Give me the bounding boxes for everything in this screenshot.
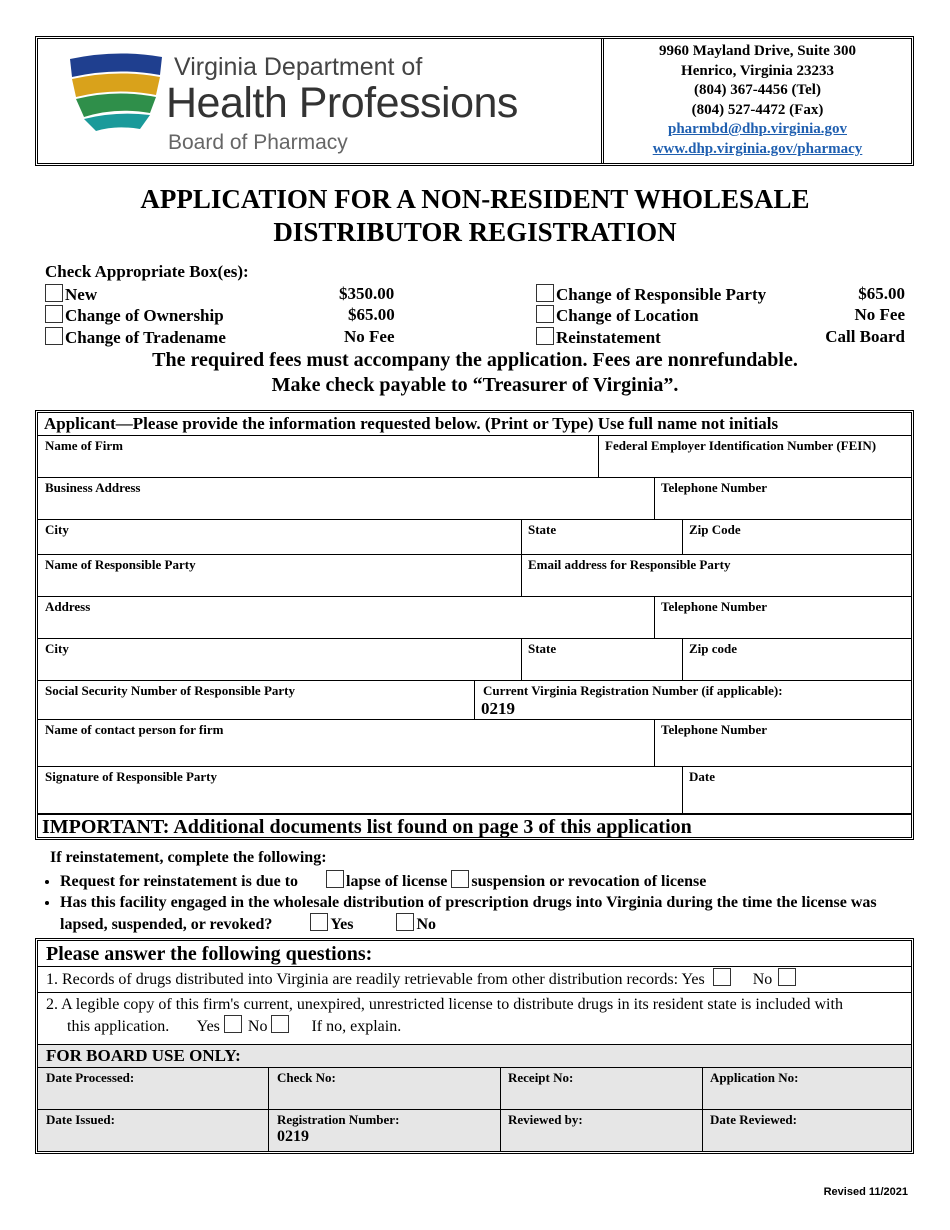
reinstatement-reason: • Request for reinstatement is due to lapse of license suspension or revocation of license [60,870,950,892]
revised-date: Revised 11/2021 [823,1186,908,1198]
checkbox-q1-yes[interactable] [713,968,731,986]
label-zip-1: Zip Code [689,522,741,537]
fee-new: New [45,284,97,305]
reinstatement-list [0,869,950,936]
checkbox-ownership[interactable] [45,305,63,323]
fee-responsible: Change of Responsible Party [536,284,766,305]
fee-location: Change of Location [536,305,699,326]
fee-reinstatement: Reinstatement [536,327,661,348]
question-2: 2. A legible copy of this firm's current, unexpired, unrestricted license to distribute drugs in its resident state is included with this application. Yes No If no, explain. [46,996,843,1035]
label-ssn: Social Security Number of Responsible Party [45,683,295,698]
fee-responsible-amount: $65.00 [858,284,905,303]
logo-line1: Virginia Department of [174,53,423,81]
label-zip-2: Zip code [689,641,738,656]
label-city-2: City [45,641,69,656]
dhp-logo-icon [66,51,166,133]
checkbox-responsible[interactable] [536,284,554,302]
applicant-form [35,410,914,840]
checkbox-reinst-no[interactable] [396,913,414,931]
checkbox-suspension[interactable] [451,870,469,888]
label-date: Date [689,769,715,784]
questions-box [35,938,914,1154]
question-1: 1. Records of drugs distributed into Virginia are readily retrievable from other distribution records: Yes No [46,968,798,989]
label-telephone-3: Telephone Number [661,722,768,737]
board-heading: FOR BOARD USE ONLY: [46,1046,241,1065]
logo-line2: Health Professions [166,79,518,127]
fee-ownership: Change of Ownership [45,305,224,326]
page-title [0,183,950,249]
label-name-of-firm: Name of Firm [45,438,123,453]
label-application-no: Application No: [710,1070,799,1085]
checkbox-reinst-yes[interactable] [310,913,328,931]
fee-tradename: Change of Tradename [45,327,226,348]
tel: (804) 367-4456 (Tel) [694,82,821,98]
applicant-heading: Applicant—Please provide the information requested below. (Print or Type) Use full name not initials [44,414,779,433]
checkbox-q2-no[interactable] [271,1015,289,1033]
label-date-reviewed: Date Reviewed: [710,1112,797,1127]
header-box [35,36,914,166]
checkbox-q2-yes[interactable] [224,1015,242,1033]
label-city-1: City [45,522,69,537]
current-registration-value: 0219 [481,699,515,718]
website-link[interactable]: www.dhp.virginia.gov/pharmacy [652,140,863,157]
email-link[interactable]: pharmbd@dhp.virginia.gov [667,121,847,137]
label-registration-number: Registration Number: [277,1112,400,1127]
label-telephone-1: Telephone Number [661,480,768,495]
fee-location-amount: No Fee [854,305,905,324]
label-business-address: Business Address [45,480,141,495]
checkbox-q1-no[interactable] [778,968,796,986]
label-responsible-party: Name of Responsible Party [45,557,196,572]
fax: (804) 527-4472 (Fax) [691,101,824,118]
registration-number-value: 0219 [277,1128,309,1145]
label-contact-person: Name of contact person for firm [45,722,224,737]
label-email-responsible: Email address for Responsible Party [528,557,731,572]
label-address: Address [45,599,91,614]
checkbox-reinstatement[interactable] [536,327,554,345]
checkbox-tradename[interactable] [45,327,63,345]
label-receipt-no: Receipt No: [508,1070,574,1085]
reinstatement-question: • Has this facility engaged in the wholesale distribution of prescription drugs into Virginia during the time the license was lapsed, suspended, or revoked? Yes No [60,893,950,935]
fee-new-amount: $350.00 [339,284,395,303]
label-fein: Federal Employer Identification Number (FEIN) [605,438,877,453]
fee-notice: The required fees must accompany the application. Fees are nonrefundable. Make check payable to “Treasurer of Virginia”. [152,349,798,396]
title-line2: DISTRIBUTOR REGISTRATION [273,217,677,247]
address-line2: Henrico, Virginia 23233 [681,62,834,79]
title-line1: APPLICATION FOR A NON-RESIDENT WHOLESALE [140,184,810,214]
checkbox-new[interactable] [45,284,63,302]
reinstatement-heading: If reinstatement, complete the following: [50,849,327,866]
label-date-processed: Date Processed: [46,1070,135,1085]
label-current-registration: Current Virginia Registration Number (if applicable): [483,683,783,698]
fee-reinstatement-amount: Call Board [825,327,905,346]
label-state-1: State [528,522,557,537]
label-date-issued: Date Issued: [46,1112,115,1127]
fee-tradename-amount: No Fee [344,327,395,346]
checkbox-lapse[interactable] [326,870,344,888]
logo-cell [38,39,604,163]
checkbox-location[interactable] [536,305,554,323]
address-block [604,39,911,166]
logo-line3: Board of Pharmacy [168,131,348,154]
important-note: IMPORTANT: Additional documents list found on page 3 of this application [42,816,692,838]
label-telephone-2: Telephone Number [661,599,768,614]
fee-ownership-amount: $65.00 [348,305,395,324]
label-signature: Signature of Responsible Party [45,769,218,784]
check-label: Check Appropriate Box(es): [45,262,249,281]
questions-heading: Please answer the following questions: [46,943,373,965]
address-line1: 9960 Mayland Drive, Suite 300 [658,43,857,59]
label-reviewed-by: Reviewed by: [508,1112,583,1127]
label-state-2: State [528,641,557,656]
label-check-no: Check No: [277,1070,336,1085]
